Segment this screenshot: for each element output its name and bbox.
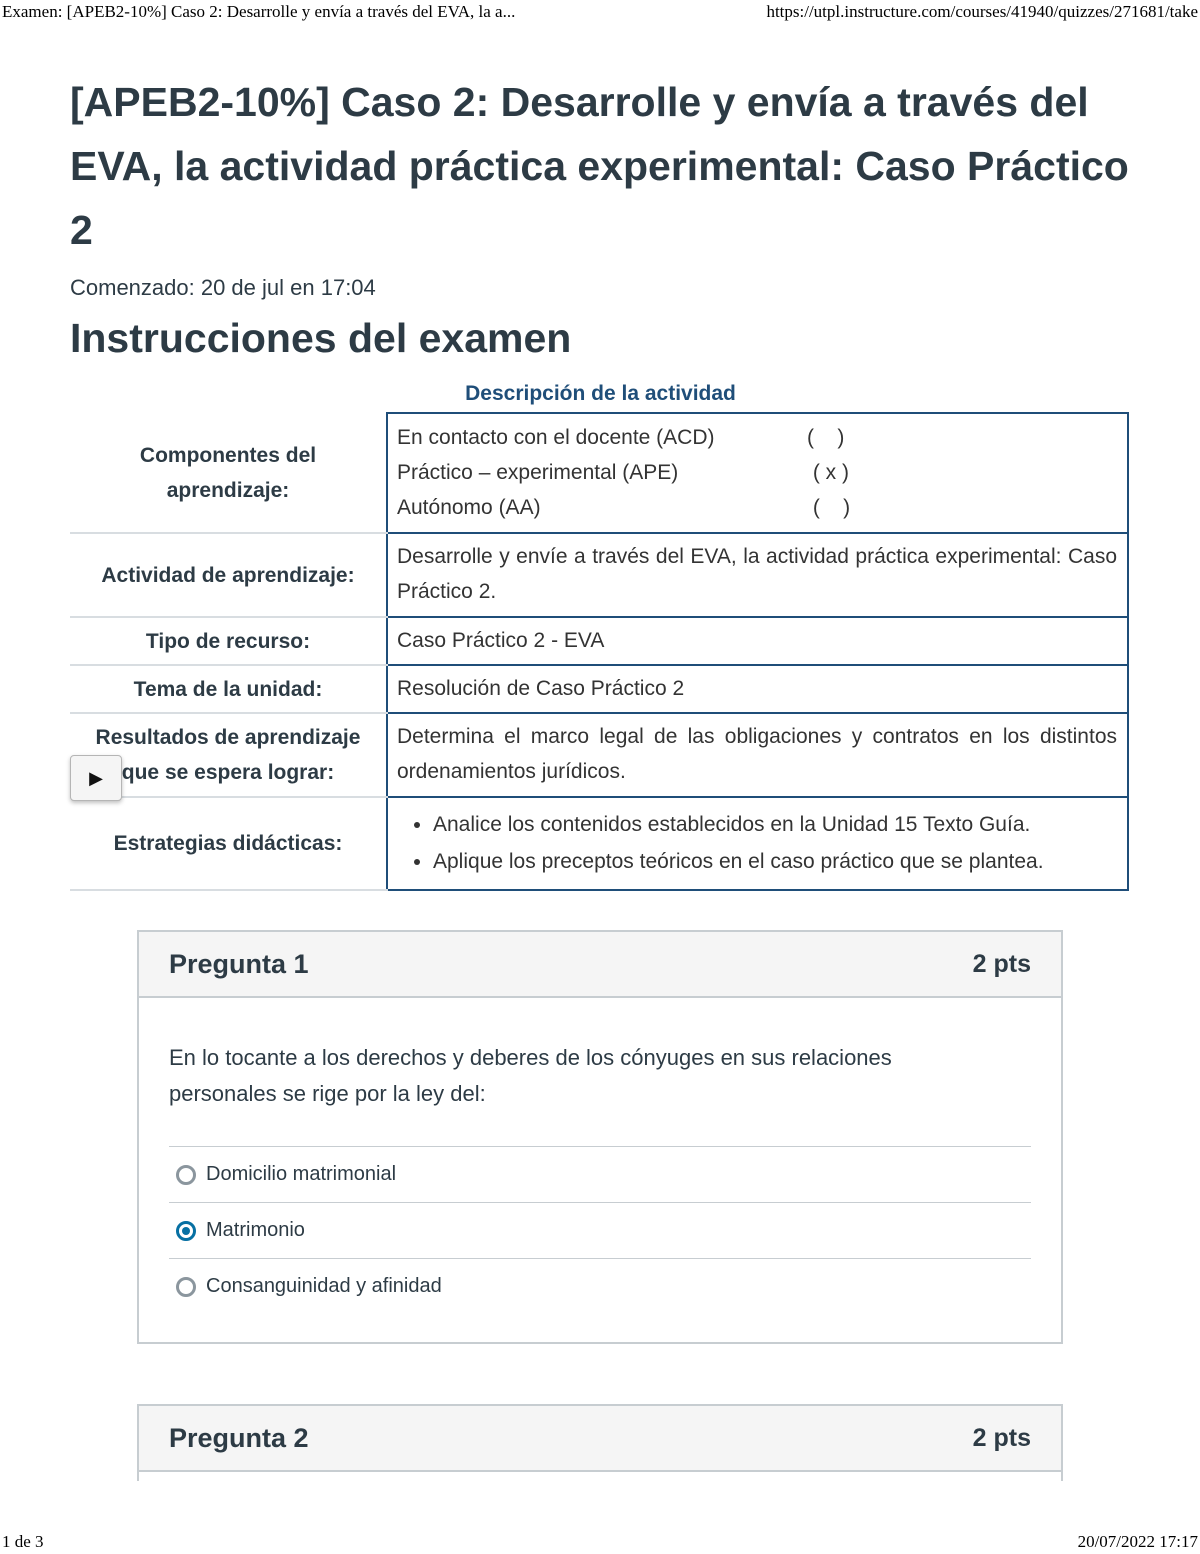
answer-label: Domicilio matrimonial (206, 1163, 397, 1185)
print-header-url: https://utpl.instructure.com/courses/41940/quizzes/271681/take (766, 2, 1198, 21)
play-icon: ▶ (89, 767, 103, 788)
component-item-label: Autónomo (AA) (397, 495, 541, 519)
component-item-label: En contacto con el docente (ACD) (397, 425, 715, 449)
component-item-mark: ( ) (807, 495, 851, 519)
answer-list (169, 1146, 1031, 1314)
quiz-started-time: Comenzado: 20 de jul en 17:04 (70, 275, 376, 300)
answer-option[interactable] (169, 1147, 1031, 1203)
resource-value: Caso Práctico 2 - EVA (387, 617, 1128, 665)
component-item (397, 420, 1117, 455)
resource-label: Tipo de recurso: (70, 617, 387, 665)
component-item (397, 490, 1117, 525)
strategies-value (387, 797, 1128, 890)
question-text: En lo tocante a los derechos y deberes de los cónyuges en sus relaciones personales se rige por la ley del: (169, 1045, 892, 1106)
question-points: 2 pts (972, 1423, 1031, 1452)
question-card (137, 1404, 1063, 1481)
activity-value: Desarrolle y envíe a través del EVA, la actividad práctica experimental: Caso Práctico 2. (387, 533, 1128, 617)
topic-value: Resolución de Caso Práctico 2 (387, 665, 1128, 713)
component-item-label: Práctico – experimental (APE) (397, 460, 679, 484)
table-row (70, 617, 1128, 665)
answer-option[interactable] (169, 1259, 1031, 1314)
table-row (70, 665, 1128, 713)
question-title: Pregunta 1 (169, 948, 309, 979)
activity-description-table (70, 412, 1129, 891)
question-header (139, 1406, 1061, 1472)
activity-label: Actividad de aprendizaje: (70, 533, 387, 617)
components-label: Componentes del aprendizaje: (70, 413, 387, 533)
list-item: • Aplique los preceptos teóricos en el caso práctico que se plantea. (433, 843, 1117, 880)
question-title: Pregunta 2 (169, 1422, 309, 1453)
components-value (387, 413, 1128, 533)
table-row (70, 797, 1128, 890)
print-timestamp: 20/07/2022 17:17 (1077, 1532, 1198, 1551)
component-item (397, 455, 1117, 490)
list-item: • Analice los contenidos establecidos en la Unidad 15 Texto Guía. (433, 806, 1117, 843)
page-number: 1 de 3 (2, 1532, 44, 1551)
radio-unselected-icon[interactable] (176, 1165, 196, 1185)
answer-label: Consanguinidad y afinidad (206, 1275, 442, 1297)
print-header (0, 0, 1200, 24)
answer-option[interactable] (169, 1203, 1031, 1259)
component-item-mark: ( ) (807, 425, 845, 449)
radio-selected-icon[interactable] (176, 1221, 196, 1241)
print-footer (0, 1530, 1200, 1554)
play-button[interactable] (70, 755, 122, 801)
results-label: Resultados de aprendizaje que se espera lograr: (70, 713, 387, 797)
print-header-title: Examen: [APEB2-10%] Caso 2: Desarrolle y envía a través del EVA, la a... (2, 2, 516, 21)
strategies-list (397, 806, 1117, 880)
results-value: Determina el marco legal de las obligaciones y contratos en los distintos ordenamientos jurídicos. (387, 713, 1128, 797)
description-caption: Descripción de la actividad (465, 382, 736, 405)
strategies-label: Estrategias didácticas: (70, 797, 387, 890)
table-row (70, 413, 1128, 533)
question-points: 2 pts (972, 949, 1031, 978)
question-card (137, 930, 1063, 1344)
question-header (139, 932, 1061, 998)
radio-unselected-icon[interactable] (176, 1277, 196, 1297)
topic-label: Tema de la unidad: (70, 665, 387, 713)
quiz-title: [APEB2-10%] Caso 2: Desarrolle y envía a través del EVA, la actividad práctica experimental: Caso Práctico 2 (70, 79, 1129, 253)
answer-label: Matrimonio (206, 1219, 305, 1241)
table-row (70, 713, 1128, 797)
component-item-mark: ( x ) (807, 460, 849, 484)
instructions-heading: Instrucciones del examen (70, 315, 572, 361)
table-row (70, 533, 1128, 617)
